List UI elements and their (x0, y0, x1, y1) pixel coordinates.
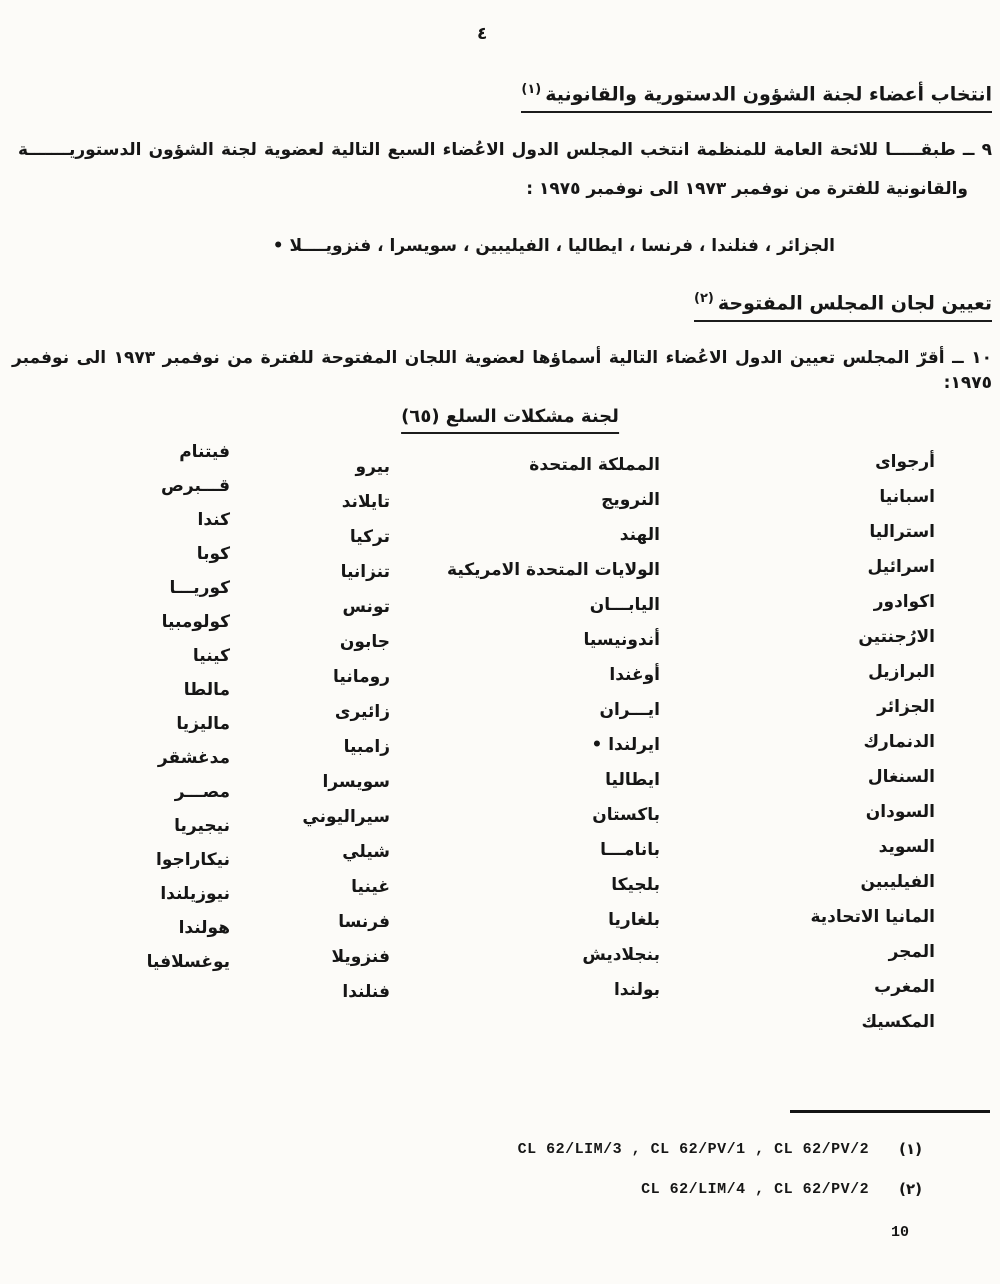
country-item: بولندا (613, 980, 660, 1000)
country-item: غينيا (351, 877, 390, 897)
country-column-4 (147, 435, 230, 979)
country-item: يوغسلافيا (146, 952, 230, 972)
paragraph-9-line2: والقانونية للفترة من نوفمبر ١٩٧٣ الى نوفمبر ١٩٧٥ : (526, 179, 968, 199)
country-item: كولومبيا (161, 612, 230, 632)
country-item: زائيرى (334, 702, 390, 722)
country-item: بنجلاديش (582, 945, 660, 965)
section2-heading (694, 291, 992, 322)
country-item: مدغشقر (157, 748, 230, 768)
footnote-2 (641, 1180, 922, 1198)
country-item: السويد (878, 837, 935, 857)
country-item: بيرو (355, 457, 390, 477)
section1-heading (521, 82, 992, 113)
country-item: السودان (865, 802, 935, 822)
footnote-ref-marker-1: (١) (521, 82, 542, 97)
country-column-1 (810, 445, 935, 1040)
country-item: تنزانيا (340, 562, 390, 582)
country-item: السنغال (867, 767, 935, 787)
country-item: استراليا (869, 522, 935, 542)
country-item: نيجيريا (174, 816, 230, 836)
country-column-2 (447, 448, 660, 1008)
country-item: بلغاريا (608, 910, 660, 930)
country-item: رومانيا (333, 667, 390, 687)
country-item: ايـــران (599, 700, 660, 720)
country-item: أرجواى (875, 452, 935, 472)
country-item: كوريـــا (169, 578, 230, 598)
country-item: نيكاراجوا (156, 850, 230, 870)
country-item: كندا (197, 510, 230, 530)
section1-heading-text: انتخاب أعضاء لجنة الشؤون الدستورية والقانونية (545, 83, 992, 106)
country-item: أوغندا (609, 665, 660, 685)
country-item: اليابـــان (589, 595, 660, 615)
country-item: تركيا (349, 527, 390, 547)
footnote-divider (790, 1110, 990, 1113)
section2-heading-text: تعيين لجان المجلس المفتوحة (717, 292, 992, 315)
country-item: ايطاليا (605, 770, 660, 790)
footnote-1-text: CL 62/LIM/3 , CL 62/PV/1 , CL 62/PV/2 (517, 1140, 870, 1158)
country-item: فرنسا (338, 912, 390, 932)
paragraph-10: ١٠ ــ أقرّ المجلس تعيين الدول الاعُضاء التالية أسماؤها لعضوية اللجان المفتوحة للفترة من نوفمبر ١٩٧٣ الى نوفمبر ١٩٧٥: (12, 348, 992, 393)
paragraph-9-line1: ٩ ــ طبقـــــا للائحة العامة للمنظمة انتخب المجلس الدول الاعُضاء السبع التالية لعضوية لجنة الشؤون الدستوريـــــــة (18, 140, 992, 160)
country-item: فيتنام (179, 442, 230, 462)
country-item: هولندا (178, 918, 230, 938)
country-item: اسبانيا (879, 487, 935, 507)
country-item: أندونيسيا (583, 630, 660, 650)
country-item: باكستان (592, 805, 660, 825)
country-item: اسرائيل (867, 557, 935, 577)
country-item: الجزائر (877, 697, 935, 717)
country-item: الدنمارك (863, 732, 935, 752)
country-item: المانيا الاتحادية (810, 907, 935, 927)
country-item: مصـــر (174, 782, 230, 802)
country-item: بلجيكا (611, 875, 660, 895)
country-item: جابون (339, 632, 390, 652)
country-item: سويسرا (322, 772, 390, 792)
country-item: المغرب (874, 977, 935, 997)
footnote-1 (518, 1140, 922, 1158)
country-item: الولايات المتحدة الامريكية (447, 560, 660, 580)
page-number-bottom: 10 (891, 1224, 910, 1241)
footnote-2-text: CL 62/LIM/4 , CL 62/PV/2 (641, 1180, 870, 1198)
country-item: ماليزيا (176, 714, 230, 734)
country-item: الفيليبين (860, 872, 935, 892)
country-item: البرازيل (868, 662, 935, 682)
country-item: فنزويلا (331, 947, 390, 967)
country-item: بانامـــا (600, 840, 660, 860)
country-item: قـــبرص (161, 476, 230, 496)
country-item: مالطا (183, 680, 230, 700)
country-item: الهند (619, 525, 660, 545)
country-item: كوبا (196, 544, 230, 564)
page-number-top: ٤ (477, 24, 488, 44)
country-item: الارُجنتين (858, 627, 935, 647)
footnote-1-ref: (١) (899, 1140, 922, 1158)
country-item: نيوزيلندا (160, 884, 230, 904)
country-item: اكوادور (873, 592, 935, 612)
footnote-2-ref: (٢) (899, 1180, 922, 1198)
committee-table-title: لجنة مشكلات السلع (٦٥) (401, 406, 619, 434)
footnote-ref-marker-2: (٢) (694, 291, 714, 306)
country-item: النرويج (601, 490, 660, 510)
elected-countries-line: الجزائر ، فنلندا ، فرنسا ، ايطاليا ، الفيليبين ، سويسرا ، فنزويــــلا • (272, 236, 835, 256)
country-item: المجر (888, 942, 935, 962)
country-item: تايلاند (341, 492, 390, 512)
country-item: زامبيا (343, 737, 390, 757)
country-item: فنلندا (342, 982, 390, 1002)
country-item: سيراليوني (302, 807, 390, 827)
country-item: شيلي (342, 842, 390, 862)
country-item: كينيا (192, 646, 230, 666)
country-item: المكسيك (861, 1012, 935, 1032)
country-column-3 (302, 450, 390, 1010)
country-item: تونس (342, 597, 390, 617)
country-item: المملكة المتحدة (529, 455, 660, 475)
country-item: ايرلندا • (591, 735, 660, 755)
